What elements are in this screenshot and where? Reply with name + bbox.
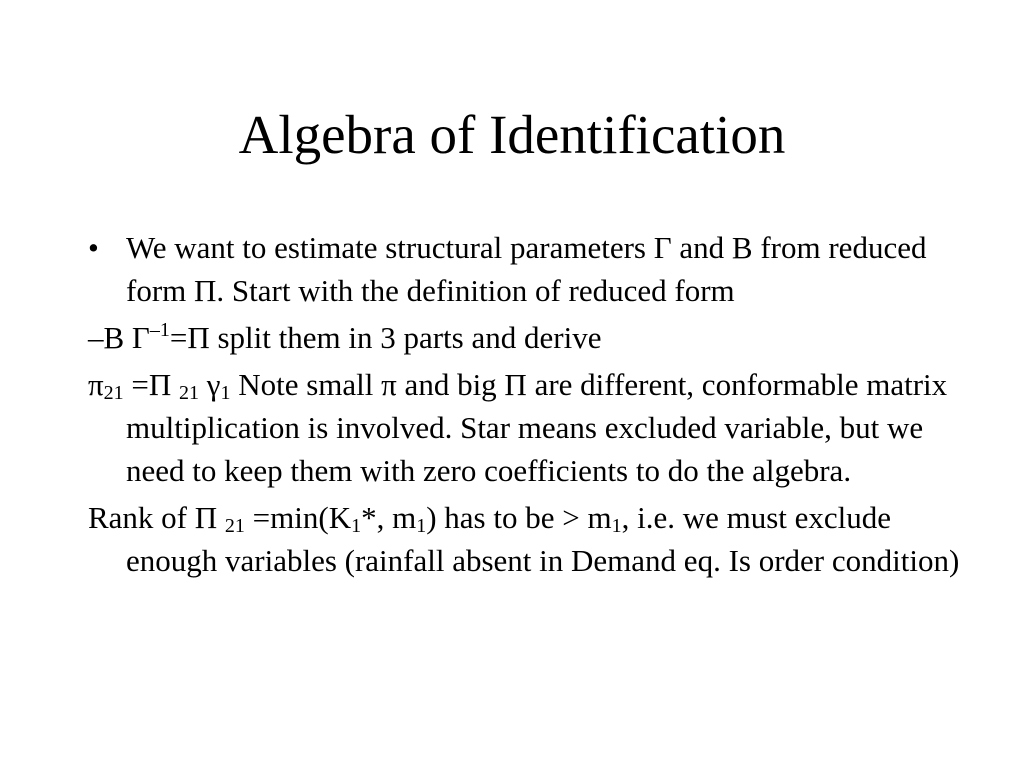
subscript: 1 <box>611 515 622 537</box>
paragraph-text: , i.e. we must exclude enough variables (rainfall absent in Demand eq. Is order condition) <box>126 500 960 578</box>
equation-part: =min(K <box>244 500 352 535</box>
equation-part: π <box>88 367 104 402</box>
bullet-mark: • <box>88 230 99 265</box>
greater-than-sign: > <box>562 500 580 535</box>
slide-body <box>88 226 968 586</box>
subscript: 1 <box>416 515 427 537</box>
equation-part: =Π <box>123 367 180 402</box>
equation-part: =Π split them in 3 parts and derive <box>169 320 602 355</box>
slide-title: Algebra of Identification <box>238 104 786 165</box>
subscript: 1 <box>220 382 231 404</box>
subscript: 21 <box>224 515 245 537</box>
bullet-paragraph-estimate <box>88 226 968 312</box>
subscript: 21 <box>103 382 124 404</box>
paragraph-rank-condition <box>88 496 968 582</box>
equation-part: ) has to be <box>426 500 563 535</box>
subscript: 1 <box>351 515 362 537</box>
equation-part: *, m <box>361 500 417 535</box>
equation-part: Rank of Π <box>88 500 225 535</box>
equation-part: –Β Γ <box>88 320 150 355</box>
paragraph-reduced-form-equation <box>88 316 968 359</box>
equation-part: γ <box>199 367 221 402</box>
paragraph-pi-relation <box>88 363 968 492</box>
equation-part: m <box>579 500 612 535</box>
paragraph-text: We want to estimate structural parameters Γ and Β from reduced form Π. Start with the definition of reduced form <box>126 230 927 308</box>
subscript: 21 <box>179 382 200 404</box>
paragraph-text: Note small π and big Π are different, conformable matrix multiplication is involved. Star means excluded variable, but we need to keep them with zero coefficients to do the algebra. <box>126 367 948 488</box>
superscript: –1 <box>149 319 170 341</box>
